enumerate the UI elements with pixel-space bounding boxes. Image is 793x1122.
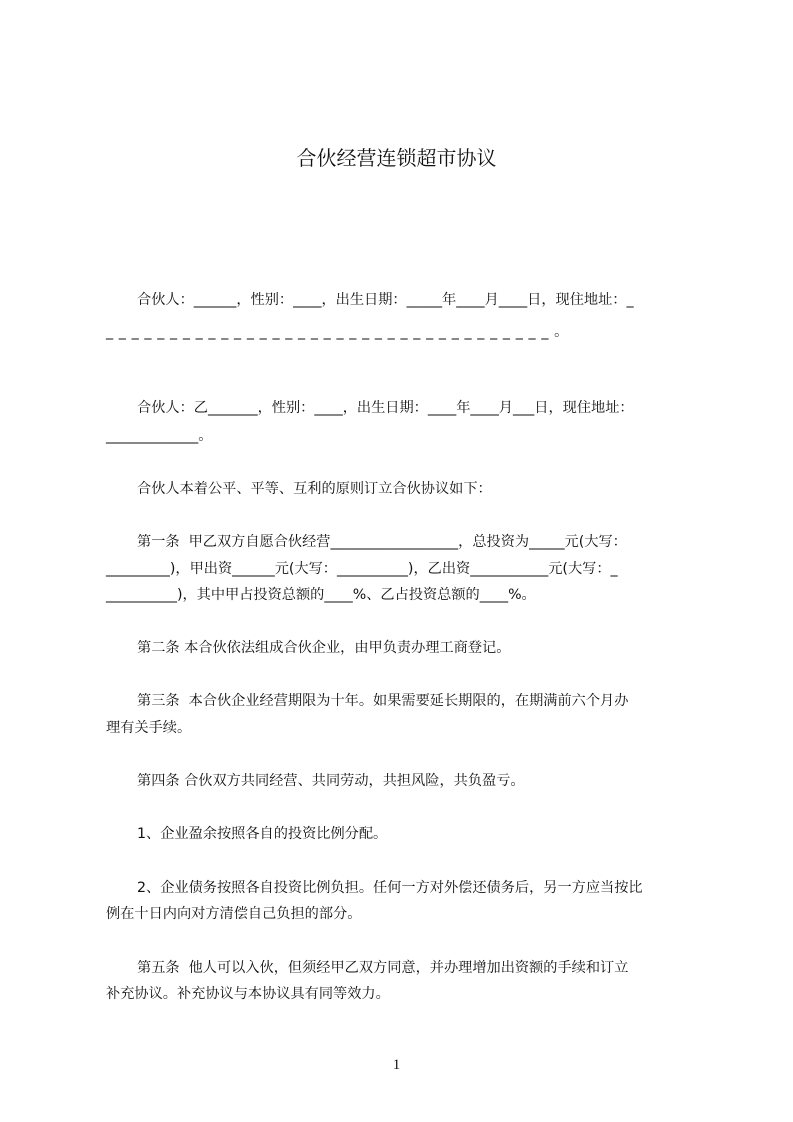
- article-3-line-2: 理有关手续。: [106, 720, 192, 736]
- clause-2-line-1: 2、企业债务按照各自投资比例负担。任何一方对外偿还债务后，另一方应当按比: [137, 880, 643, 896]
- article-2-text: 第二条 本合伙依法组成合伙企业，由甲负责办理工商登记。: [137, 640, 511, 656]
- clause-2-line-2: 例在十日内向对方清偿自己负担的部分。: [106, 906, 362, 922]
- partner-b-info-line: 合伙人：乙_______，性别：____，出生日期：____年____月___日，现住地址：: [137, 400, 634, 416]
- article-1-line-3: __________)，其中甲占投资总额的____%、乙占投资总额的____%。: [106, 587, 536, 603]
- article-5-line-2: 补充协议。补充协议与本协议具有同等效力。: [106, 986, 390, 1002]
- article-1-line-2: _________)，甲出资______元(大写：__________)，乙出资___________元(大写：_: [106, 561, 618, 577]
- partner-a-info-line: 合伙人：______，性别：____，出生日期：_____年____月____日，现住地址：_: [137, 292, 634, 308]
- article-4-text: 第四条 合伙双方共同经营、共同劳动，共担风险，共负盈亏。: [137, 773, 525, 789]
- document-title: 合伙经营连锁超市协议: [296, 146, 497, 170]
- partner-b-address-line: _____________。: [106, 428, 213, 444]
- article-3-line-1: 第三条 本合伙企业经营期限为十年。如果需要延长期限的，在期满前六个月办: [137, 693, 629, 709]
- partner-a-address-line: _ _ _ _ _ _ _ _ _ _ _ _ _ _ _ _ _ _ _ _ _ _ _ _ _ _ _ _ _ _ _ _ _ _ _ 。: [106, 324, 569, 340]
- preamble-text: 合伙人本着公平、平等、互利的原则订立合伙协议如下：: [137, 481, 492, 497]
- article-1-line-1: 第一条 甲乙双方自愿合伙经营__________________，总投资为_____元(大写：: [137, 534, 627, 550]
- article-5-line-1: 第五条 他人可以入伙，但须经甲乙双方同意，并办理增加出资额的手续和订立: [137, 960, 629, 976]
- page-number: 1: [392, 1057, 401, 1073]
- clause-1-text: 1、企业盈余按照各自的投资比例分配。: [137, 826, 388, 842]
